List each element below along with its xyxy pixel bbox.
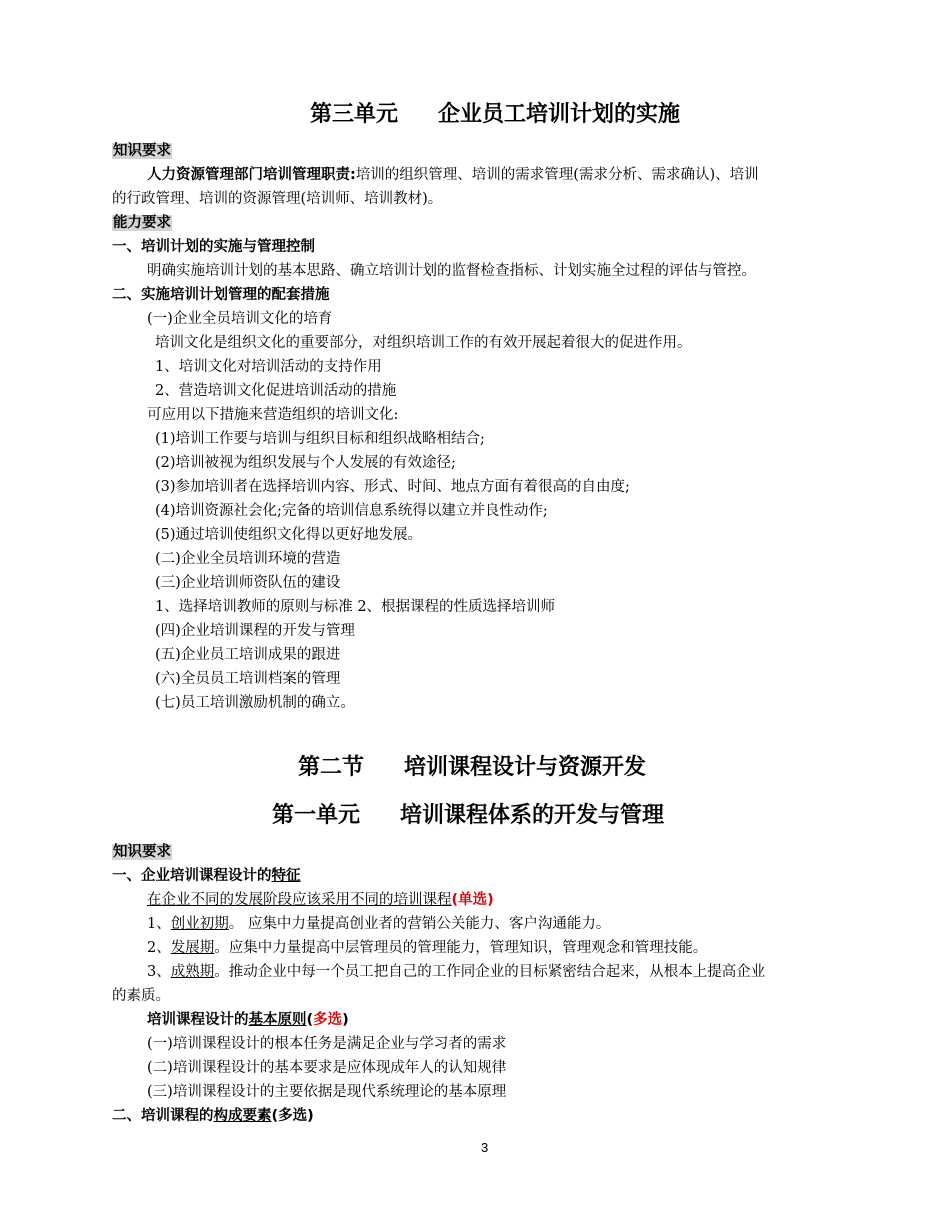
principle-item: (一)培训课程设计的根本任务是满足企业与学习者的需求 (147, 1036, 507, 1052)
list-item: (四)企业培训课程的开发与管理 (155, 623, 355, 639)
knowledge-tag: 知识要求 (113, 143, 171, 159)
unit3-title (310, 100, 680, 130)
list-item: (5)通过培训使组织文化得以更好地发展。 (155, 527, 423, 543)
list-item: 可应用以下措施来营造组织的培训文化: (147, 407, 399, 423)
stage-line: 在企业不同的发展阶段应该采用不同的培训课程(单选) (147, 892, 494, 908)
stage-item-3-cont: 的素质。 (112, 988, 170, 1004)
hr-duty-line-1 (147, 165, 759, 185)
unit1-section-2-title: 二、培训课程的构成要素(多选) (112, 1108, 314, 1124)
principle-item: (二)培训课程设计的基本要求是应体现成年人的认知规律 (147, 1060, 507, 1076)
list-item: 1、培训文化对培训活动的支持作用 (155, 359, 382, 375)
page-number: 3 (481, 1140, 489, 1155)
list-item: (一)企业全员培训文化的培育 (147, 311, 333, 327)
section2-title (298, 753, 646, 783)
unit1-title (272, 801, 664, 831)
unit1-title-text: 培训课程体系的开发与管理 (400, 803, 665, 828)
single-choice-mark: (单选) (451, 892, 494, 908)
hr-duty-text-1: 培训的组织管理、培训的需求管理(需求分析、需求确认)、培训 (355, 167, 759, 183)
unit1-section-1-title: 一、企业培训课程设计的特征 (112, 868, 301, 884)
principle-item: (三)培训课程设计的主要依据是现代系统理论的基本原理 (147, 1084, 507, 1100)
list-item: (1)培训工作要与培训与组织目标和组织战略相结合; (155, 431, 485, 447)
list-item: 1、选择培训教师的原则与标准 2、根据课程的性质选择培训师 (155, 599, 556, 615)
multi-choice-mark: 多选 (313, 1012, 343, 1028)
list-item: (3)参加培训者在选择培训内容、形式、时间、地点方面有着很高的自由度; (155, 479, 630, 495)
unit3-title-number: 第三单元 (310, 102, 399, 127)
hr-duty-line-2: 的行政管理、培训的资源管理(培训师、培训教材)。 (112, 191, 443, 207)
list-item: (三)企业培训师资队伍的建设 (155, 575, 341, 591)
section2-title-text: 培训课程设计与资源开发 (404, 755, 647, 780)
section-1-text: 明确实施培训计划的基本思路、确立培训计划的监督检查指标、计划实施全过程的评估与管控。 (147, 263, 756, 279)
unit1-title-number: 第一单元 (272, 803, 361, 828)
list-item: (二)企业全员培训环境的营造 (155, 551, 341, 567)
hr-duty-label: 人力资源管理部门培训管理职责: (147, 167, 356, 183)
list-item: 培训文化是组织文化的重要部分，对组织培训工作的有效开展起着很大的促进作用。 (155, 335, 692, 351)
stage-item-1: 1、创业初期。 应集中力量提高创业者的营销公关能力、客户沟通能力。 (147, 916, 611, 932)
list-item: (4)培训资源社会化;完备的培训信息系统得以建立并良性动作; (155, 503, 548, 519)
unit3-title-text: 企业员工培训计划的实施 (438, 102, 681, 127)
list-item: (五)企业员工培训成果的跟进 (155, 647, 341, 663)
section2-title-number: 第二节 (298, 755, 365, 780)
list-item: (2)培训被视为组织发展与个人发展的有效途径; (155, 455, 456, 471)
principle-title: 培训课程设计的基本原则(多选) (147, 1012, 349, 1028)
section-1-title: 一、培训计划的实施与管理控制 (112, 239, 315, 255)
list-item: (六)全员员工培训档案的管理 (155, 671, 341, 687)
stage-item-2: 2、发展期。应集中力量提高中层管理员的管理能力，管理知识，管理观念和管理技能。 (147, 940, 708, 956)
list-item: (七)员工培训激励机制的确立。 (155, 695, 355, 711)
list-item: 2、营造培训文化促进培训活动的措施 (155, 383, 397, 399)
ability-tag: 能力要求 (113, 215, 171, 231)
knowledge-tag-2: 知识要求 (113, 844, 171, 860)
stage-item-3: 3、成熟期。推动企业中每一个员工把自己的工作同企业的目标紧密结合起来，从根本上提高企业 (147, 964, 766, 980)
section-2-title: 二、实施培训计划管理的配套措施 (112, 287, 330, 303)
